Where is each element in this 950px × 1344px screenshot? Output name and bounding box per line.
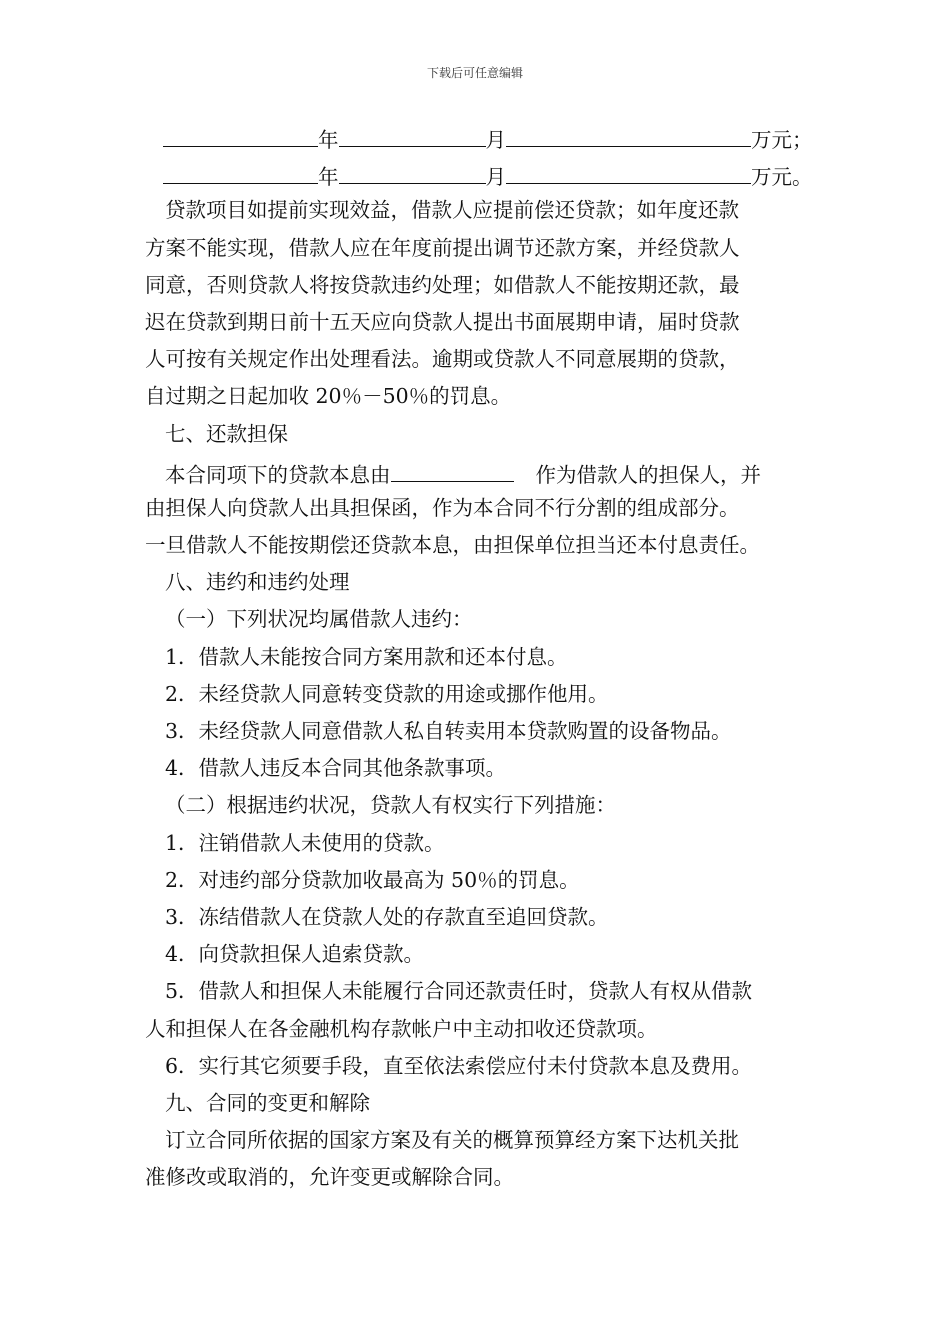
month-label: 月 [485,165,506,190]
month-blank[interactable] [339,118,486,147]
paragraph-line: 由担保人向贷款人出具担保函，作为本合同不行分割的组成部分。 [145,495,740,520]
list-item-continuation: 人和担保人在各金融机构存款帐户中主动扣收还贷款项。 [145,1016,658,1041]
section-7-heading: 七、还款担保 [165,421,288,446]
list-item: 3．未经贷款人同意借款人私自转卖用本贷款购置的设备物品。 [165,719,732,743]
document-body [145,118,813,1196]
paragraph-line: 准修改或取消的，允许变更或解除合同。 [145,1165,514,1190]
subsection-2-heading: （二）根据违约状况，贷款人有权实行下列措施： [165,793,616,818]
guarantor-text-before: 本合同项下的贷款本息由 [165,462,391,487]
paragraph-line: 贷款项目如提前实现效益，借款人应提前偿还贷款；如年度还款 [165,198,739,223]
guarantor-text-after: 作为借款人的担保人，并 [535,462,761,487]
list-item: 4．向贷款担保人追索贷款。 [165,942,425,967]
amount-blank[interactable] [506,155,751,184]
amount-blank[interactable] [506,118,751,147]
subsection-1-heading: （一）下列状况均属借款人违约： [165,607,473,632]
guarantor-blank[interactable] [391,453,514,482]
list-item: 2．未经贷款人同意转变贷款的用途或挪作他用。 [165,681,609,706]
year-label: 年 [318,128,339,152]
paragraph-line: 迟在贷款到期日前十五天应向贷款人提出书面展期申请，届时贷款 [145,309,740,334]
section-8-heading: 八、违约和违约处理 [165,570,350,595]
year-label: 年 [318,165,339,190]
prepayment-paragraph [145,192,810,415]
list-item: 5．借款人和担保人未能履行合同还款责任时，贷款人有权从借款 [165,979,753,1004]
amount-label: 万元。 [751,165,813,190]
paragraph-line: 一旦借款人不能按期偿还贷款本息，由担保单位担当还本付息责任。 [145,533,760,558]
month-blank[interactable] [339,155,486,184]
paragraph-line: 订立合同所依据的国家方案及有关的概算预算经方案下达机关批 [165,1128,739,1153]
list-item: 2．对违约部分贷款加收最高为 50％的罚息。 [165,867,580,892]
list-item: 4．借款人违反本合同其他条款事项。 [165,756,507,781]
page-header: 下载后可任意编辑 [426,66,523,80]
paragraph-line: 人可按有关规定作出处理看法。逾期或贷款人不同意展期的贷款， [145,347,740,372]
repayment-schedule-row-1 [145,118,813,155]
amount-label: 万元； [751,128,813,152]
repayment-schedule-row-2 [145,155,813,192]
paragraph-line: 自过期之日起加收 20％－50％的罚息。 [145,384,512,409]
paragraph-line: 方案不能实现，借款人应在年度前提出调节还款方案，并经贷款人 [145,235,740,260]
paragraph-line: 同意，否则贷款人将按贷款违约处理；如借款人不能按期还款，最 [145,272,740,297]
guarantor-line [145,453,810,490]
year-blank[interactable] [163,155,318,184]
list-item: 3．冻结借款人在贷款人处的存款直至追回贷款。 [165,904,609,929]
year-blank[interactable] [163,118,318,147]
section-9-heading: 九、合同的变更和解除 [165,1090,370,1115]
list-item: 6．实行其它须要手段，直至依法索偿应付未付贷款本息及费用。 [165,1053,753,1078]
month-label: 月 [485,128,506,152]
list-item: 1．借款人未能按合同方案用款和还本付息。 [165,644,568,669]
list-item: 1．注销借款人未使用的贷款。 [165,830,445,855]
